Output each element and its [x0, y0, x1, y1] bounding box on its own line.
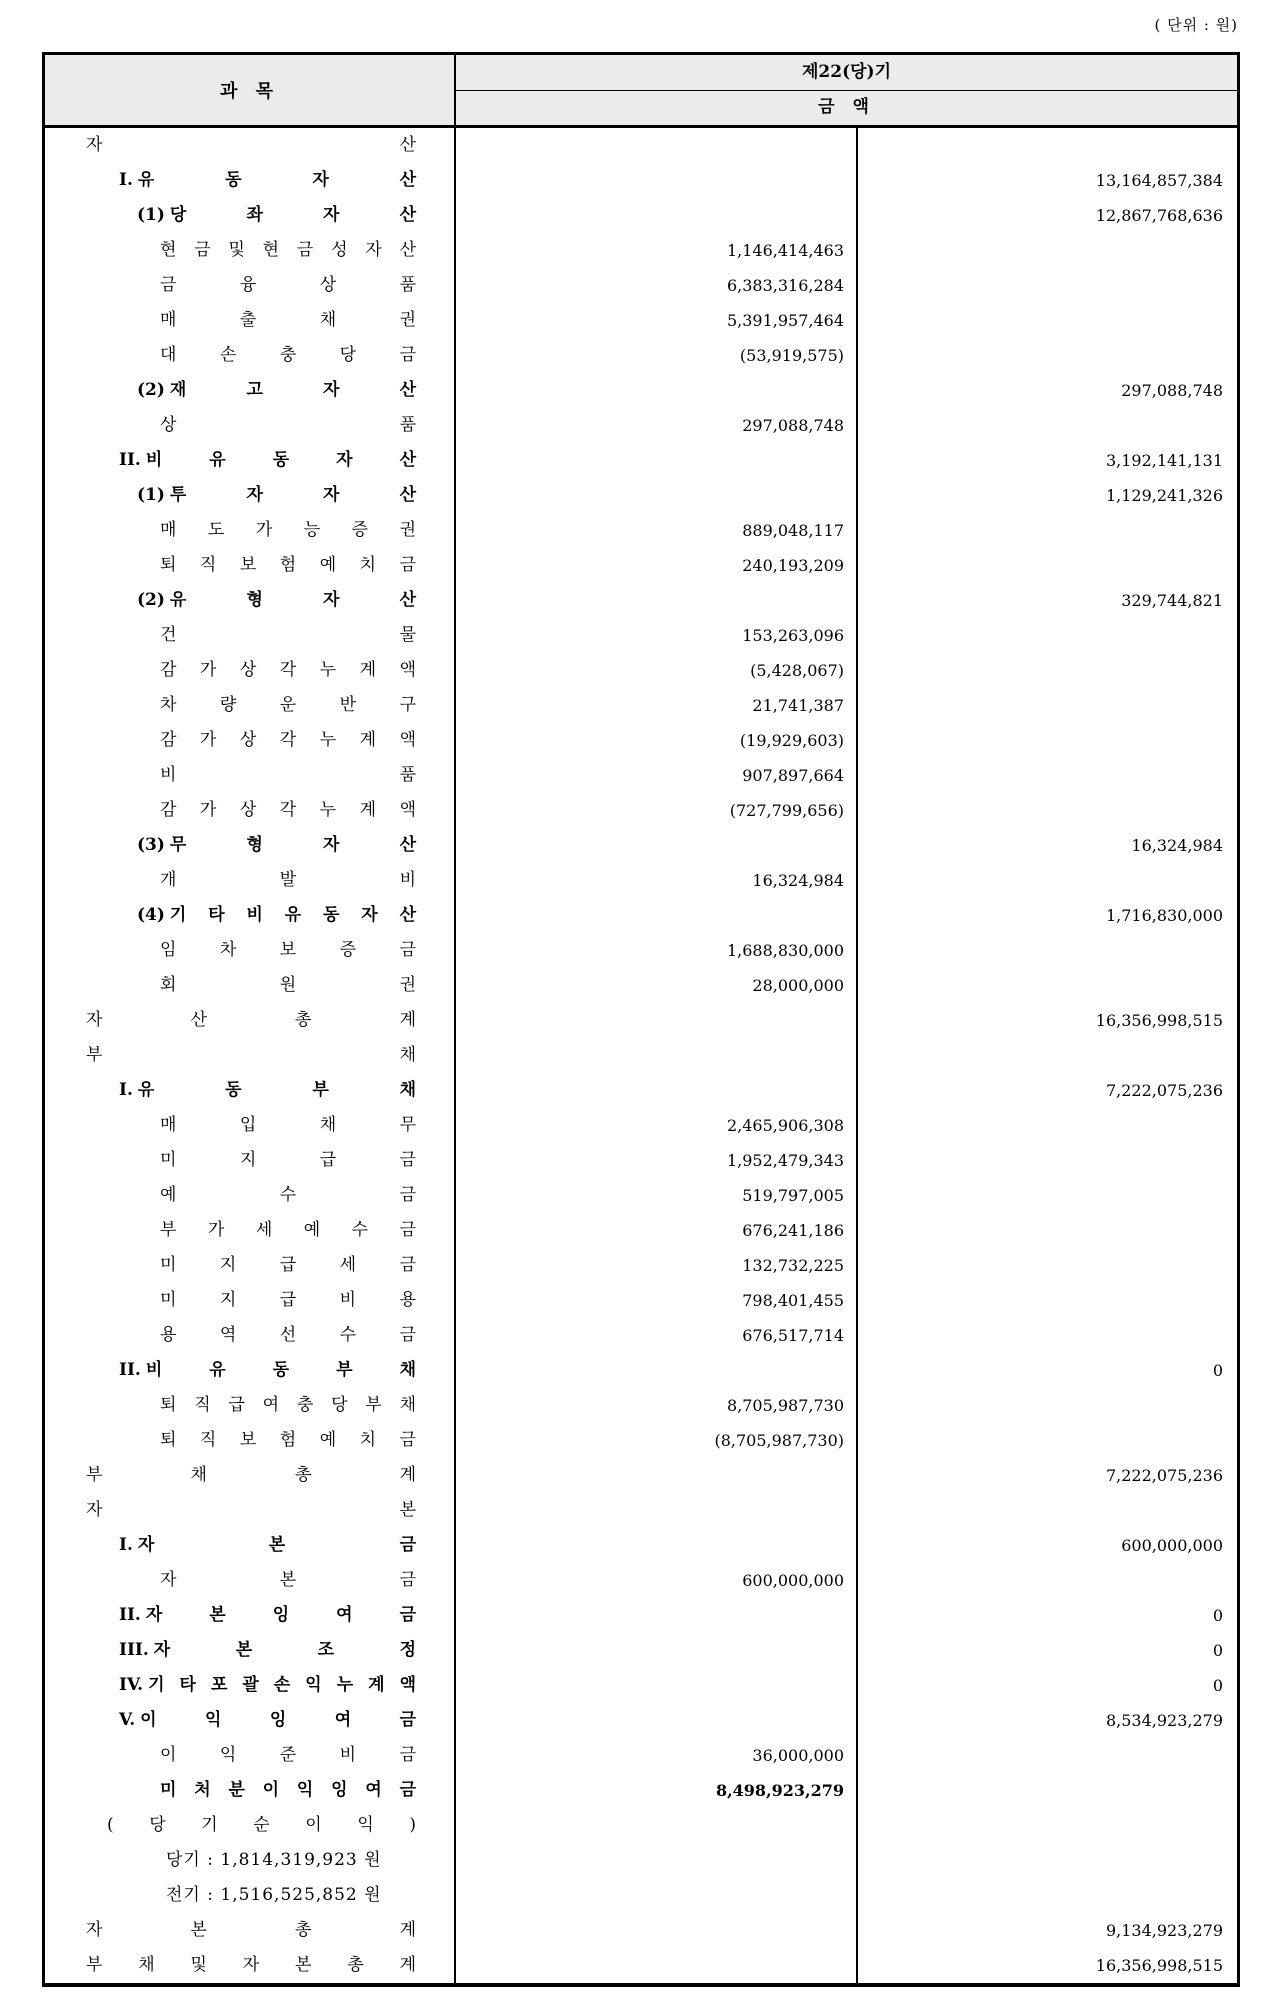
table-row — [45, 443, 1237, 478]
amount-detail-cell: 1,688,830,000 — [456, 933, 858, 968]
account-number-prefix: (2) — [137, 590, 165, 610]
account-name-cell — [45, 758, 456, 793]
table-row — [45, 1108, 1237, 1143]
table-row — [45, 863, 1237, 898]
account-name: 미 지 급 세 금 — [160, 1255, 416, 1275]
account-number-prefix: II. — [119, 1360, 141, 1380]
amount-detail-cell: (727,799,656) — [456, 793, 858, 828]
amount-detail-cell: 240,193,209 — [456, 548, 858, 583]
account-name: 미 지 급 비 용 — [160, 1290, 416, 1310]
table-row — [45, 1913, 1237, 1948]
amount-detail-cell — [456, 163, 858, 198]
amount-detail-cell — [456, 1598, 858, 1633]
amount-subtotal-cell: 297,088,748 — [1121, 381, 1223, 400]
account-name: 유 형 자 산 — [169, 590, 416, 610]
account-name-cell — [45, 1633, 456, 1668]
amount-subtotal-cell: 7,222,075,236 — [1105, 1466, 1223, 1485]
account-name-cell — [45, 1318, 456, 1353]
table-row — [45, 513, 1237, 548]
amount-subtotal-cell — [858, 513, 1237, 548]
table-row — [45, 828, 1237, 863]
account-name-cell — [45, 688, 456, 723]
amount-subtotal-cell: 0 — [1212, 1606, 1223, 1625]
amount-detail-cell — [456, 1458, 858, 1493]
amount-subtotal-cell — [858, 793, 1237, 828]
account-name: 자 산 — [86, 135, 416, 155]
account-name-cell — [45, 408, 456, 443]
table-row — [45, 1948, 1237, 1983]
amount-detail-cell — [456, 1073, 858, 1108]
account-name-cell — [45, 1458, 456, 1493]
account-number-prefix: (3) — [137, 835, 165, 855]
table-row — [45, 1528, 1237, 1563]
table-row — [45, 478, 1237, 513]
account-name: 상 품 — [160, 415, 416, 435]
header-period-label: 제22(당)기 — [456, 55, 1237, 91]
amount-detail-cell — [456, 128, 858, 163]
amount-subtotal-cell — [858, 863, 1237, 898]
account-number-prefix: (2) — [137, 380, 165, 400]
amount-detail-cell — [456, 898, 858, 933]
table-row — [45, 1213, 1237, 1248]
account-name: 부 채 총 계 — [86, 1465, 416, 1485]
account-name: 미 처 분 이 익 잉 여 금 — [160, 1780, 416, 1800]
table-row — [45, 1773, 1237, 1808]
amount-subtotal-cell — [858, 1213, 1237, 1248]
table-row — [45, 303, 1237, 338]
amount-subtotal-cell: 1,716,830,000 — [1105, 906, 1223, 925]
account-name-cell — [45, 1178, 456, 1213]
account-name: 개 발 비 — [160, 870, 416, 890]
account-name-cell — [45, 478, 456, 513]
account-name-cell — [45, 1808, 456, 1843]
amount-detail-cell: 6,383,316,284 — [456, 268, 858, 303]
header-account-column: 과 목 — [45, 55, 456, 125]
table-row — [45, 723, 1237, 758]
account-name: 용 역 선 수 금 — [160, 1325, 416, 1345]
account-name-cell — [45, 723, 456, 758]
amount-subtotal-cell — [858, 688, 1237, 723]
account-name-cell — [45, 1073, 456, 1108]
account-name: 당 좌 자 산 — [169, 205, 416, 225]
account-name-cell — [45, 1353, 456, 1388]
account-name: 투 자 자 산 — [169, 485, 416, 505]
table-header — [45, 55, 1237, 128]
amount-subtotal-cell: 3,192,141,131 — [1105, 451, 1223, 470]
header-amount-label: 금 액 — [818, 97, 875, 117]
amount-subtotal-cell — [858, 1423, 1237, 1458]
amount-detail-cell — [456, 198, 858, 233]
amount-subtotal-cell — [858, 1143, 1237, 1178]
account-name-cell — [45, 863, 456, 898]
table-row — [45, 758, 1237, 793]
account-name: 전기 : 1,516,525,852 원 — [166, 1885, 382, 1905]
account-name: 무 형 자 산 — [169, 835, 416, 855]
account-name: 금 융 상 품 — [160, 275, 416, 295]
amount-detail-cell: 21,741,387 — [456, 688, 858, 723]
table-row — [45, 163, 1237, 198]
account-name: 차 량 운 반 구 — [160, 695, 416, 715]
amount-subtotal-cell — [858, 1108, 1237, 1143]
account-name-cell — [45, 1423, 456, 1458]
amount-detail-cell — [456, 373, 858, 408]
amount-detail-cell — [456, 1633, 858, 1668]
table-row — [45, 233, 1237, 268]
amount-subtotal-cell — [858, 1563, 1237, 1598]
table-row — [45, 1038, 1237, 1073]
table-row — [45, 338, 1237, 373]
account-name: 자 산 총 계 — [86, 1010, 416, 1030]
amount-subtotal-cell: 16,356,998,515 — [1095, 1956, 1223, 1975]
amount-detail-cell — [456, 583, 858, 618]
amount-detail-cell: (53,919,575) — [456, 338, 858, 373]
amount-detail-cell — [456, 443, 858, 478]
amount-detail-cell: 889,048,117 — [456, 513, 858, 548]
amount-detail-cell: 153,263,096 — [456, 618, 858, 653]
amount-subtotal-cell — [858, 233, 1237, 268]
account-name-cell — [45, 1003, 456, 1038]
table-row — [45, 1493, 1237, 1528]
account-name-cell — [45, 1143, 456, 1178]
amount-subtotal-cell — [858, 758, 1237, 793]
amount-detail-cell: 5,391,957,464 — [456, 303, 858, 338]
account-number-prefix: (1) — [137, 485, 165, 505]
account-number-prefix: I. — [119, 1535, 133, 1555]
amount-detail-cell — [456, 1913, 858, 1948]
amount-subtotal-cell: 0 — [1212, 1641, 1223, 1660]
account-name-cell — [45, 1738, 456, 1773]
amount-subtotal-cell: 16,356,998,515 — [1095, 1011, 1223, 1030]
account-name-cell — [45, 968, 456, 1003]
amount-subtotal-cell — [858, 1283, 1237, 1318]
table-row — [45, 408, 1237, 443]
amount-detail-cell: 600,000,000 — [456, 1563, 858, 1598]
account-name-cell — [45, 513, 456, 548]
account-name: 회 원 권 — [160, 975, 416, 995]
amount-detail-cell: 8,705,987,730 — [456, 1388, 858, 1423]
amount-subtotal-cell — [858, 408, 1237, 443]
table-row — [45, 1808, 1237, 1843]
account-name-cell — [45, 1248, 456, 1283]
amount-subtotal-cell: 12,867,768,636 — [1095, 206, 1223, 225]
account-name: 감 가 상 각 누 계 액 — [160, 660, 416, 680]
table-row — [45, 1423, 1237, 1458]
amount-detail-cell — [456, 1703, 858, 1738]
account-name-cell — [45, 1213, 456, 1248]
amount-subtotal-cell — [858, 653, 1237, 688]
account-name: 퇴 직 보 험 예 치 금 — [160, 1430, 416, 1450]
amount-subtotal-cell: 9,134,923,279 — [1105, 1921, 1223, 1940]
account-number-prefix: (4) — [137, 905, 165, 925]
table-row — [45, 1143, 1237, 1178]
account-name-cell — [45, 1493, 456, 1528]
account-name: 비 유 동 부 채 — [145, 1360, 416, 1380]
account-name-cell — [45, 653, 456, 688]
amount-detail-cell: 2,465,906,308 — [456, 1108, 858, 1143]
account-name: 퇴 직 급 여 충 당 부 채 — [160, 1395, 416, 1415]
account-name: 매 입 채 무 — [160, 1115, 416, 1135]
amount-subtotal-cell — [858, 1843, 1237, 1878]
table-row — [45, 128, 1237, 163]
table-row — [45, 1668, 1237, 1703]
table-row — [45, 898, 1237, 933]
amount-subtotal-cell — [858, 723, 1237, 758]
account-name-cell — [45, 1108, 456, 1143]
account-name-cell — [45, 198, 456, 233]
account-name-cell — [45, 1038, 456, 1073]
account-name: 매 도 가 능 증 권 — [160, 520, 416, 540]
account-name: 비 유 동 자 산 — [145, 450, 416, 470]
account-name-cell — [45, 373, 456, 408]
account-name-cell — [45, 828, 456, 863]
amount-subtotal-cell — [858, 128, 1237, 163]
amount-detail-cell: 8,498,923,279 — [456, 1773, 858, 1808]
account-name: 부 가 세 예 수 금 — [160, 1220, 416, 1240]
account-name: 자 본 금 — [160, 1570, 416, 1590]
account-name: 유 동 자 산 — [137, 170, 416, 190]
amount-subtotal-cell — [858, 1878, 1237, 1913]
account-name: 자 본 총 계 — [86, 1920, 416, 1940]
amount-detail-cell: 519,797,005 — [456, 1178, 858, 1213]
amount-subtotal-cell: 1,129,241,326 — [1105, 486, 1223, 505]
table-row — [45, 618, 1237, 653]
account-number-prefix: IV. — [119, 1675, 144, 1695]
amount-detail-cell — [456, 1493, 858, 1528]
account-name: 감 가 상 각 누 계 액 — [160, 730, 416, 750]
account-name-cell — [45, 1598, 456, 1633]
amount-detail-cell: 28,000,000 — [456, 968, 858, 1003]
account-number-prefix: III. — [119, 1640, 149, 1660]
amount-detail-cell — [456, 1843, 858, 1878]
amount-subtotal-cell — [858, 1493, 1237, 1528]
table-row — [45, 688, 1237, 723]
table-row — [45, 1178, 1237, 1213]
amount-subtotal-cell: 0 — [1212, 1361, 1223, 1380]
account-name: 자 본 잉 여 금 — [145, 1605, 416, 1625]
account-name-cell — [45, 793, 456, 828]
account-name-cell — [45, 1563, 456, 1598]
table-row — [45, 1878, 1237, 1913]
table-row — [45, 1003, 1237, 1038]
unit-label: ( 단위 : 원) — [1154, 16, 1238, 34]
account-name-cell — [45, 1878, 456, 1913]
amount-detail-cell — [456, 1668, 858, 1703]
account-name: 이 익 준 비 금 — [160, 1745, 416, 1765]
account-name: 임 차 보 증 금 — [160, 940, 416, 960]
account-name-cell — [45, 1283, 456, 1318]
account-name: 자 본 — [86, 1500, 416, 1520]
account-name: 비 품 — [160, 765, 416, 785]
amount-subtotal-cell — [858, 968, 1237, 1003]
amount-subtotal-cell — [858, 338, 1237, 373]
table-row — [45, 1458, 1237, 1493]
table-row — [45, 793, 1237, 828]
amount-detail-cell: (5,428,067) — [456, 653, 858, 688]
account-number-prefix: I. — [119, 170, 133, 190]
table-row — [45, 1353, 1237, 1388]
table-row — [45, 583, 1237, 618]
amount-detail-cell: 1,146,414,463 — [456, 233, 858, 268]
amount-subtotal-cell — [858, 303, 1237, 338]
account-name: 부 채 및 자 본 총 계 — [86, 1955, 416, 1975]
amount-subtotal-cell — [858, 618, 1237, 653]
account-name: 자 본 금 — [137, 1535, 416, 1555]
account-name-cell — [45, 1528, 456, 1563]
amount-detail-cell — [456, 828, 858, 863]
account-name: 유 동 부 채 — [137, 1080, 416, 1100]
table-row — [45, 968, 1237, 1003]
balance-sheet-table — [42, 52, 1240, 1987]
account-name-cell — [45, 233, 456, 268]
account-name: 현 금 및 현 금 성 자 산 — [160, 240, 416, 260]
table-row — [45, 198, 1237, 233]
table-row — [45, 933, 1237, 968]
amount-detail-cell — [456, 1808, 858, 1843]
account-number-prefix: II. — [119, 450, 141, 470]
amount-subtotal-cell — [858, 1773, 1237, 1808]
amount-detail-cell: 676,517,714 — [456, 1318, 858, 1353]
table-row — [45, 1598, 1237, 1633]
table-row — [45, 1843, 1237, 1878]
account-name-cell — [45, 1843, 456, 1878]
amount-subtotal-cell: 600,000,000 — [1121, 1536, 1223, 1555]
account-name: 건 물 — [160, 625, 416, 645]
amount-subtotal-cell — [858, 1738, 1237, 1773]
account-name-cell — [45, 1913, 456, 1948]
table-row — [45, 1283, 1237, 1318]
account-name: 당기 : 1,814,319,923 원 — [166, 1850, 382, 1870]
account-name-cell — [45, 583, 456, 618]
amount-detail-cell — [456, 1528, 858, 1563]
amount-subtotal-cell — [858, 1178, 1237, 1213]
amount-subtotal-cell — [858, 1248, 1237, 1283]
amount-subtotal-cell — [858, 1388, 1237, 1423]
account-name-cell — [45, 1948, 456, 1983]
table-row — [45, 1388, 1237, 1423]
account-name-cell — [45, 933, 456, 968]
amount-subtotal-cell: 8,534,923,279 — [1105, 1711, 1223, 1730]
table-row — [45, 268, 1237, 303]
amount-subtotal-cell: 329,744,821 — [1121, 591, 1223, 610]
account-name-cell — [45, 268, 456, 303]
amount-detail-cell: 798,401,455 — [456, 1283, 858, 1318]
amount-detail-cell — [456, 1038, 858, 1073]
account-name: 자 본 조 정 — [153, 1640, 416, 1660]
amount-subtotal-cell: 16,324,984 — [1131, 836, 1223, 855]
account-name-cell — [45, 303, 456, 338]
account-name: 퇴 직 보 험 예 치 금 — [160, 555, 416, 575]
account-name: 감 가 상 각 누 계 액 — [160, 800, 416, 820]
amount-subtotal-cell — [858, 933, 1237, 968]
table-row — [45, 1318, 1237, 1353]
amount-subtotal-cell — [858, 1038, 1237, 1073]
amount-subtotal-cell — [858, 1318, 1237, 1353]
table-row — [45, 1633, 1237, 1668]
account-name-cell — [45, 548, 456, 583]
amount-detail-cell: 36,000,000 — [456, 1738, 858, 1773]
amount-detail-cell: 676,241,186 — [456, 1213, 858, 1248]
account-name: 매 출 채 권 — [160, 310, 416, 330]
amount-detail-cell — [456, 478, 858, 513]
amount-subtotal-cell: 13,164,857,384 — [1095, 171, 1223, 190]
table-body — [45, 128, 1237, 1983]
amount-detail-cell — [456, 1948, 858, 1983]
account-number-prefix: (1) — [137, 205, 165, 225]
amount-subtotal-cell: 0 — [1212, 1676, 1223, 1695]
account-name: 예 수 금 — [160, 1185, 416, 1205]
amount-subtotal-cell — [858, 268, 1237, 303]
account-number-prefix: I. — [119, 1080, 133, 1100]
header-period-group — [456, 55, 1237, 125]
account-name: 기 타 포 괄 손 익 누 계 액 — [148, 1675, 416, 1695]
amount-detail-cell: 132,732,225 — [456, 1248, 858, 1283]
amount-detail-cell: 1,952,479,343 — [456, 1143, 858, 1178]
account-name-cell — [45, 618, 456, 653]
table-row — [45, 653, 1237, 688]
account-name: ( 당 기 순 이 익 ) — [107, 1815, 416, 1835]
table-row — [45, 373, 1237, 408]
amount-subtotal-cell: 7,222,075,236 — [1105, 1081, 1223, 1100]
account-name: 미 지 급 금 — [160, 1150, 416, 1170]
account-name: 재 고 자 산 — [169, 380, 416, 400]
account-name-cell — [45, 1703, 456, 1738]
table-row — [45, 548, 1237, 583]
account-name-cell — [45, 163, 456, 198]
account-number-prefix: V. — [119, 1710, 136, 1730]
account-name-cell — [45, 1773, 456, 1808]
account-name-cell — [45, 1388, 456, 1423]
table-row — [45, 1738, 1237, 1773]
amount-detail-cell — [456, 1878, 858, 1913]
amount-subtotal-cell — [858, 548, 1237, 583]
account-number-prefix: II. — [119, 1605, 141, 1625]
amount-detail-cell: 907,897,664 — [456, 758, 858, 793]
amount-detail-cell — [456, 1003, 858, 1038]
table-row — [45, 1073, 1237, 1108]
table-row — [45, 1703, 1237, 1738]
account-name-cell — [45, 338, 456, 373]
account-name: 부 채 — [86, 1045, 416, 1065]
table-row — [45, 1563, 1237, 1598]
amount-detail-cell: 297,088,748 — [456, 408, 858, 443]
table-row — [45, 1248, 1237, 1283]
account-name: 이 익 잉 여 금 — [140, 1710, 416, 1730]
account-name: 기 타 비 유 동 자 산 — [169, 905, 416, 925]
amount-detail-cell: 16,324,984 — [456, 863, 858, 898]
amount-detail-cell — [456, 1353, 858, 1388]
account-name-cell — [45, 128, 456, 163]
account-name-cell — [45, 898, 456, 933]
amount-subtotal-cell — [858, 1808, 1237, 1843]
amount-detail-cell: (19,929,603) — [456, 723, 858, 758]
amount-detail-cell: (8,705,987,730) — [456, 1423, 858, 1458]
account-name-cell — [45, 443, 456, 478]
account-name-cell — [45, 1668, 456, 1703]
account-name: 대 손 충 당 금 — [160, 345, 416, 365]
